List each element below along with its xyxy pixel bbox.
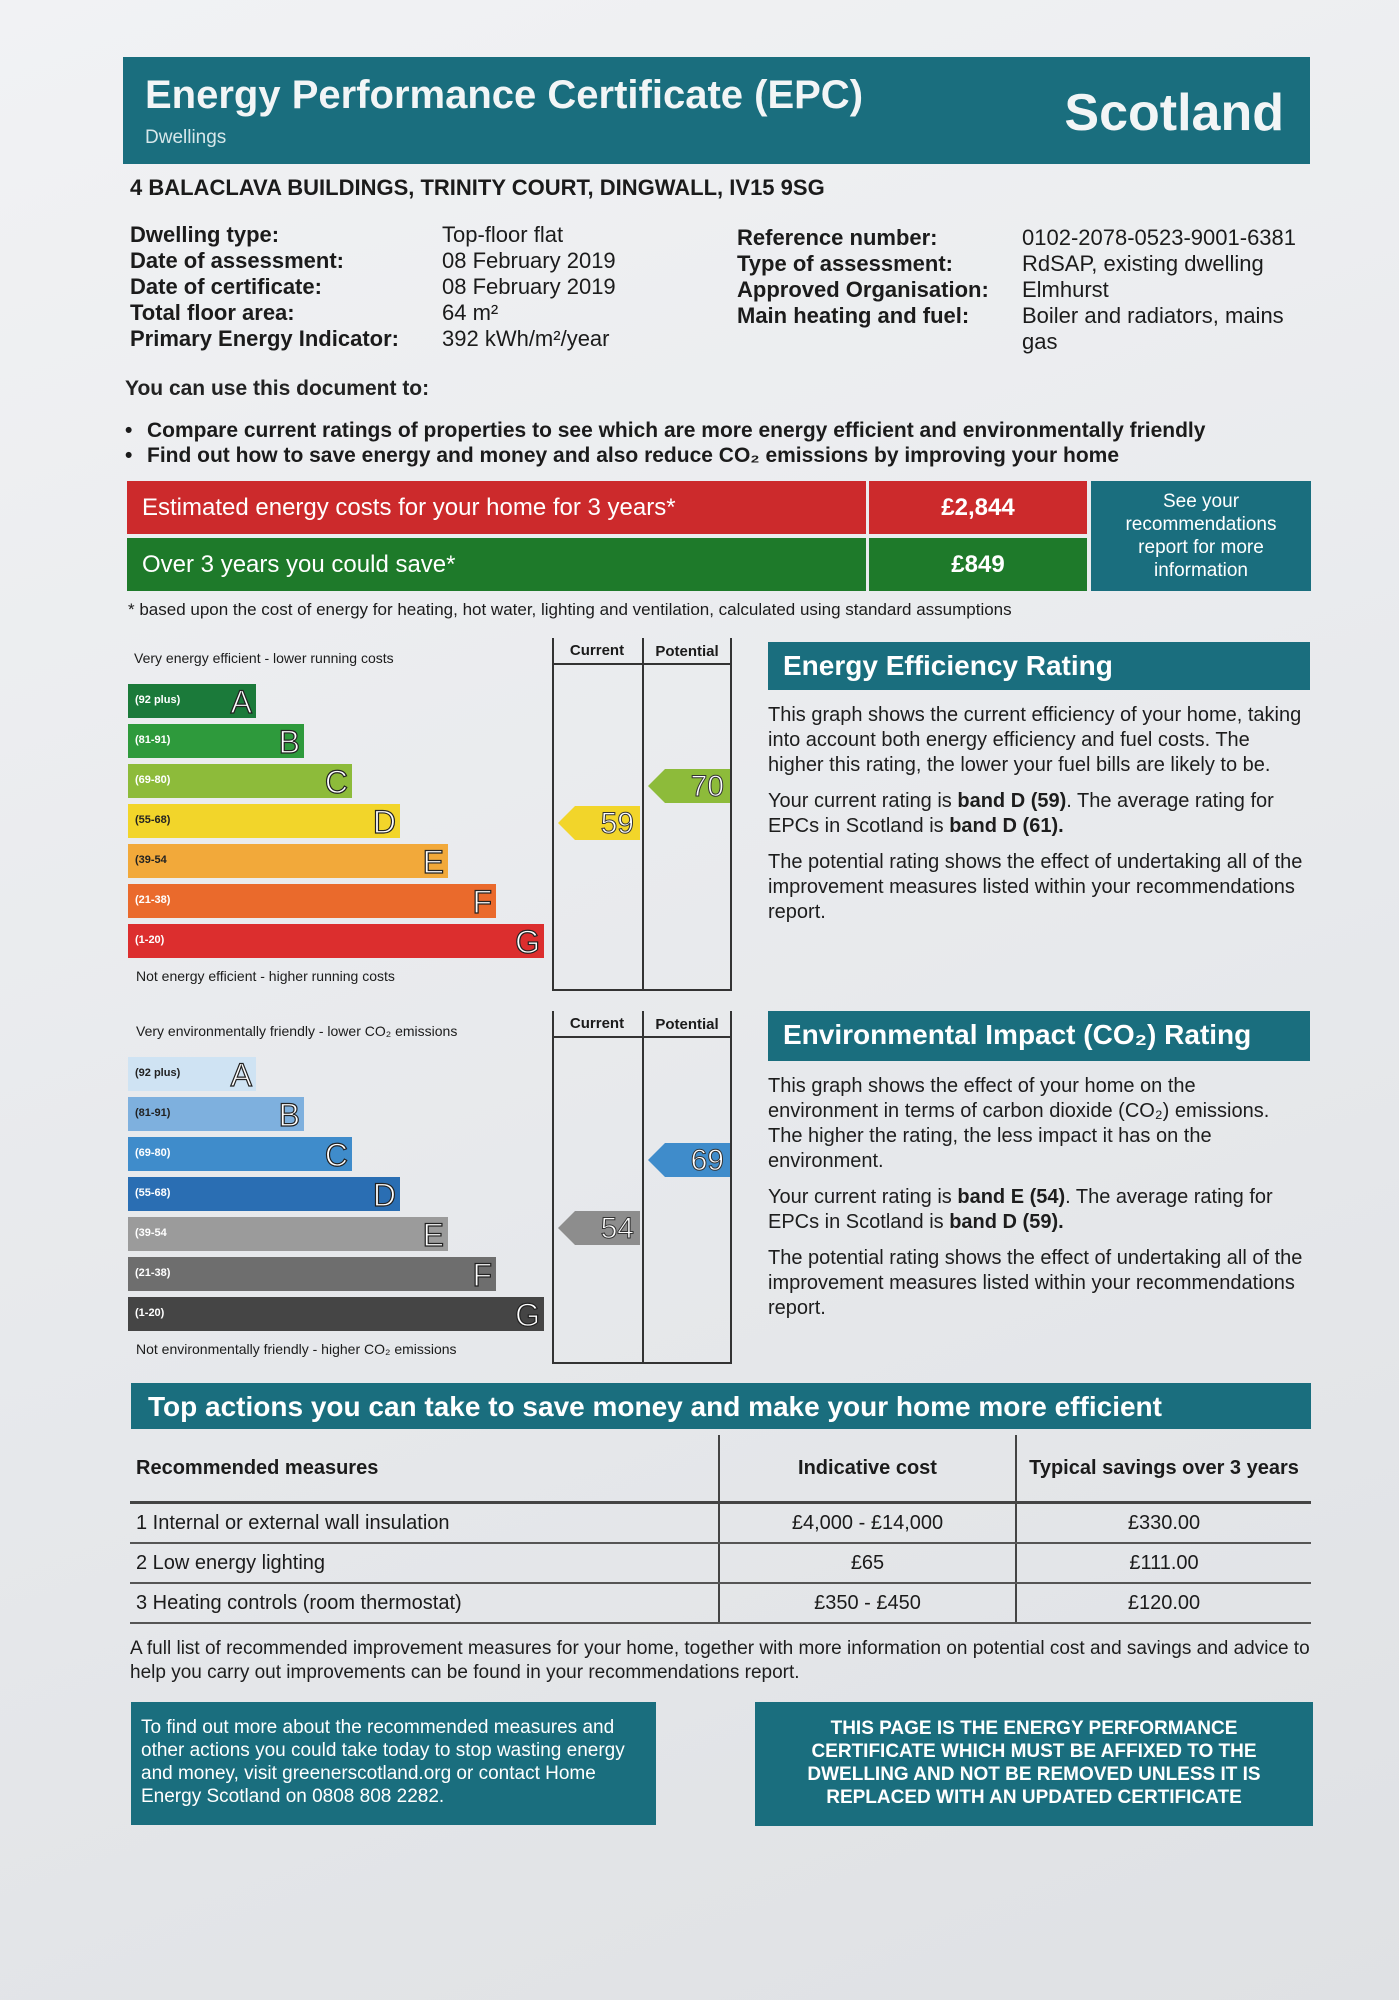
- actions-note: A full list of recommended improvement measures for your home, together with more information on potential cost and savings and advice to help you carry out improvements can be found in your recommendations report.: [130, 1638, 1310, 1683]
- band-letter: E: [422, 844, 444, 880]
- table-header-row: [130, 1435, 1311, 1503]
- band-range: (55-68): [135, 814, 171, 826]
- band-range: (21-38): [135, 1267, 171, 1279]
- col-potential: Potential: [655, 1016, 719, 1033]
- usage-bullet: • Compare current ratings of properties to see which are more energy efficient and environmentally friendly: [125, 419, 1206, 442]
- recommended-measures-table: [130, 1435, 1311, 1624]
- detail-value: Elmhurst: [1022, 277, 1109, 302]
- band-letter: A: [230, 684, 252, 720]
- environmental-impact-chart: [128, 1011, 738, 1364]
- band-range: (92 plus): [135, 1067, 181, 1079]
- actions-title: Top actions you can take to save money and make your home more efficient: [131, 1383, 1311, 1429]
- detail-label: Approved Organisation:: [737, 277, 989, 302]
- band-b: [128, 1097, 304, 1131]
- col-potential: Potential: [655, 643, 719, 660]
- current-rating-arrow: [558, 806, 640, 840]
- table-header: Recommended measures: [130, 1435, 719, 1503]
- band-range: (1-20): [135, 934, 165, 946]
- table-header: Typical savings over 3 years: [1016, 1435, 1311, 1503]
- detail-label: Primary Energy Indicator:: [130, 326, 399, 351]
- detail-label: Date of assessment:: [130, 248, 344, 273]
- potential-rating-arrow: [648, 769, 730, 803]
- detail-value: 392 kWh/m²/year: [442, 326, 610, 351]
- detail-value: 64 m²: [442, 300, 499, 325]
- details-block: [130, 222, 1310, 362]
- band-range: (81-91): [135, 1107, 171, 1119]
- band-range: (92 plus): [135, 694, 181, 706]
- usage-title: You can use this document to:: [125, 377, 430, 400]
- band-g: [128, 1297, 544, 1331]
- band-range: (55-68): [135, 1187, 171, 1199]
- band-a: [128, 1057, 256, 1091]
- detail-value: Boiler and radiators, mains: [1022, 303, 1284, 328]
- reference-number: 0102-2078-0523-9001-6381: [1022, 225, 1297, 250]
- band-range: (69-80): [135, 774, 171, 786]
- band-e: [128, 844, 448, 878]
- detail-label: Reference number:: [737, 225, 938, 250]
- detail-value: gas: [1022, 329, 1058, 354]
- usage-bullet: • Find out how to save energy and money and also reduce CO₂ emissions by improving your home: [125, 444, 1120, 467]
- header-banner: [123, 57, 1310, 164]
- current-rating-arrow: [558, 1211, 640, 1245]
- potential-rating-arrow: [648, 1143, 730, 1177]
- savings-label: Over 3 years you could save*: [127, 538, 866, 591]
- region-label: Scotland: [1064, 84, 1284, 142]
- band-range: (39-54: [135, 1227, 167, 1239]
- potential-rating-value: 69: [690, 1144, 724, 1177]
- band-d: [128, 804, 400, 838]
- band-letter: C: [324, 1137, 348, 1173]
- band-letter: G: [515, 924, 540, 960]
- estimated-cost-value: £2,844: [869, 481, 1087, 534]
- recommendations-note: See your recommendations report for more information: [1091, 481, 1311, 591]
- potential-rating-value: 70: [690, 769, 724, 803]
- chart-top-label: Very energy efficient - lower running costs: [134, 650, 394, 666]
- detail-label: Dwelling type:: [130, 222, 280, 247]
- detail-label: Total floor area:: [130, 300, 295, 325]
- page-title: Energy Performance Certificate (EPC): [145, 73, 864, 117]
- footer-info-box: To find out more about the recommended measures and other actions you could take today to stop wasting energy and money, visit greenerscotland.org or contact Home Energy Scotland on 0808 808 2282.: [131, 1702, 656, 1825]
- band-f: [128, 884, 496, 918]
- band-f: [128, 1257, 496, 1291]
- detail-value: Top-floor flat: [442, 222, 564, 247]
- page-subtitle: Dwellings: [145, 127, 227, 148]
- detail-label: Date of certificate:: [130, 274, 322, 299]
- current-rating-value: 59: [600, 807, 634, 841]
- table-row: 1 Internal or external wall insulation £4,000 - £14,000 £330.00: [130, 1503, 1311, 1544]
- chart-bottom-label: Not environmentally friendly - higher CO₂ emissions: [136, 1341, 457, 1357]
- band-a: [128, 684, 256, 718]
- table-row: 3 Heating controls (room thermostat) £350 - £450 £120.00: [130, 1583, 1311, 1623]
- current-rating-value: 54: [600, 1212, 634, 1245]
- detail-label: Main heating and fuel:: [737, 303, 970, 328]
- band-e: [128, 1217, 448, 1251]
- potential-column: [642, 1011, 732, 1364]
- estimated-cost-label: Estimated energy costs for your home for 3 years*: [127, 481, 866, 534]
- band-c: [128, 1137, 352, 1171]
- energy-efficiency-chart: [128, 638, 738, 991]
- band-g: [128, 924, 544, 958]
- ee-section-text: This graph shows the current efficiency of your home, taking into account both energy efficiency and fuel costs. The higher this rating, the lower your fuel bills are likely to be. Your current rating is band D (59). The average rating for EPCs in Scotland is band D (61). The potential rating shows the effect of undertaking all of the improvement measures listed within your recommendations report.: [768, 704, 1303, 923]
- band-letter: D: [372, 1177, 396, 1213]
- col-current: Current: [569, 1015, 625, 1032]
- ee-section-title: Energy Efficiency Rating: [768, 642, 1310, 690]
- band-range: (1-20): [135, 1307, 165, 1319]
- band-letter: A: [230, 1057, 252, 1093]
- table-row: 2 Low energy lighting £65 £111.00: [130, 1543, 1311, 1583]
- detail-label: Type of assessment:: [737, 251, 954, 276]
- band-letter: B: [278, 724, 300, 760]
- band-range: (39-54: [135, 854, 167, 866]
- cost-footnote: * based upon the cost of energy for heating, hot water, lighting and ventilation, calculated using standard assumptions: [128, 600, 1012, 619]
- ei-section-text: This graph shows the effect of your home on the environment in terms of carbon dioxide (CO₂) emissions. The higher the rating, the less impact it has on the environment. Your current rating is band E (54). The average rating for EPCs in Scotland is band D (59). The potential rating shows the effect of undertaking all of the improvement measures listed within your recommendations report.: [768, 1075, 1303, 1319]
- detail-value: RdSAP, existing dwelling: [1022, 251, 1264, 276]
- table-header: Indicative cost: [719, 1435, 1016, 1503]
- band-range: (69-80): [135, 1147, 171, 1159]
- band-range: (81-91): [135, 734, 171, 746]
- potential-column: [642, 638, 732, 991]
- band-letter: E: [422, 1217, 444, 1253]
- savings-value: £849: [869, 538, 1087, 591]
- property-address: 4 BALACLAVA BUILDINGS, TRINITY COURT, DINGWALL, IV15 9SG: [130, 175, 825, 200]
- band-letter: C: [324, 764, 348, 800]
- band-letter: B: [278, 1097, 300, 1133]
- band-d: [128, 1177, 400, 1211]
- band-letter: D: [372, 804, 396, 840]
- ei-section-title: Environmental Impact (CO₂) Rating: [768, 1011, 1310, 1061]
- band-letter: F: [472, 884, 492, 920]
- band-b: [128, 724, 304, 758]
- footer-notice-box: THIS PAGE IS THE ENERGY PERFORMANCE CERTIFICATE WHICH MUST BE AFFIXED TO THE DWELLING AND NOT BE REMOVED UNLESS IT IS REPLACED WITH AN UPDATED CERTIFICATE: [755, 1702, 1313, 1826]
- col-current: Current: [569, 642, 625, 659]
- band-letter: F: [472, 1257, 492, 1293]
- band-c: [128, 764, 352, 798]
- chart-bottom-label: Not energy efficient - higher running costs: [136, 968, 395, 984]
- current-column: [552, 1011, 644, 1364]
- detail-value: 08 February 2019: [442, 248, 616, 273]
- chart-top-label: Very environmentally friendly - lower CO₂ emissions: [136, 1023, 458, 1039]
- band-letter: G: [515, 1297, 540, 1333]
- band-range: (21-38): [135, 894, 171, 906]
- detail-value: 08 February 2019: [442, 274, 616, 299]
